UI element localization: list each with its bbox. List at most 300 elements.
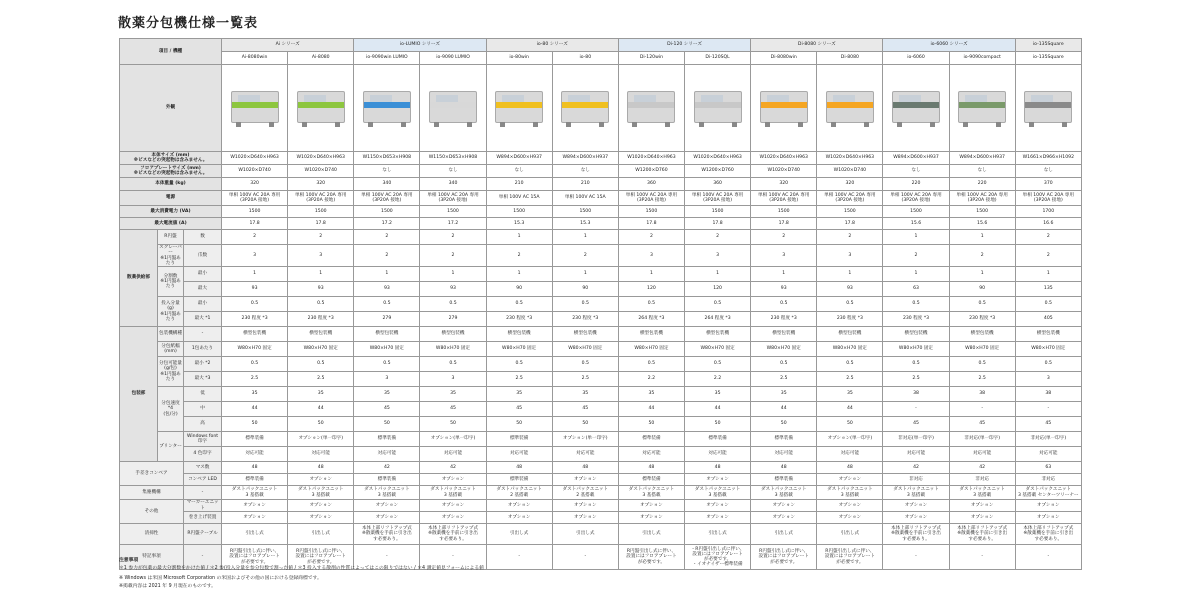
table-cell: オプション [552, 474, 618, 486]
table-cell: 0.5 [618, 297, 684, 312]
table-cell: R円盤引出し式に伴い、 設置にはフロアプレート が必要です。 [751, 545, 817, 570]
table-cell: 405 [1015, 312, 1081, 327]
table-cell: 48 [817, 462, 883, 474]
table-cell: 2 [1015, 230, 1081, 245]
table-cell: 50 [751, 417, 817, 432]
sub-label: 数 [184, 230, 222, 245]
table-cell: 230 程度 *3 [883, 312, 949, 327]
table-cell: 2 [817, 230, 883, 245]
table-cell: 1500 [883, 206, 949, 218]
table-cell: オプション [552, 512, 618, 524]
table-cell: 3 [618, 245, 684, 267]
table-cell: W80×H70 固定 [486, 342, 552, 357]
table-cell: 42 [883, 462, 949, 474]
table-cell: 0.5 [1015, 357, 1081, 372]
table-cell: オプション [1015, 500, 1081, 512]
table-cell: 0.5 [618, 357, 684, 372]
table-cell: 320 [751, 178, 817, 191]
table-cell: 非対応(単一印字) [883, 432, 949, 447]
sub-label: Windows font 印字 [184, 432, 222, 447]
table-cell: - [420, 545, 486, 570]
table-cell: 2 [354, 230, 420, 245]
table-cell: 単相 100V AC 15A [552, 191, 618, 206]
sub-label: 巻き上げ装置 [184, 512, 222, 524]
table-cell: 横型包装機 [222, 327, 288, 342]
table-cell: オプション [685, 512, 751, 524]
table-cell: なし [949, 165, 1015, 178]
group-label: 特記事項 [120, 545, 184, 570]
table-cell: 1 [354, 267, 420, 282]
table-cell: 1 [222, 267, 288, 282]
table-cell: 93 [420, 282, 486, 297]
table-cell: 264 程度 *3 [618, 312, 684, 327]
table-cell: 2 [354, 245, 420, 267]
sub-label: 最大 *1 [184, 312, 222, 327]
table-cell: 44 [685, 402, 751, 417]
table-cell: 1500 [949, 206, 1015, 218]
table-cell: 2.5 [751, 372, 817, 387]
group-label: スクレーパー ※1円盤あたり [159, 245, 182, 266]
table-cell: 0.5 [883, 357, 949, 372]
notes-heading: 注意事項 [119, 558, 139, 563]
table-cell: 1 [949, 230, 1015, 245]
table-cell: 2 [751, 230, 817, 245]
appearance-label: 外観 [120, 65, 222, 152]
table-cell: 340 [420, 178, 486, 191]
table-cell: 横型包装機 [552, 327, 618, 342]
table-cell: 50 [354, 417, 420, 432]
table-cell: - [552, 545, 618, 570]
sub-label: - [184, 327, 222, 342]
table-cell: 対応可能 [222, 447, 288, 462]
table-cell: 単相 100V AC 20A 専用 (3P20A 接地) [288, 191, 354, 206]
table-cell: オプション [949, 500, 1015, 512]
machine-image [425, 85, 481, 129]
table-cell: 50 [685, 417, 751, 432]
table-cell: 1 [751, 267, 817, 282]
table-cell: ダストパックユニット 3 基搭載 [354, 486, 420, 500]
table-cell: 44 [288, 402, 354, 417]
table-cell: 非対応(単一印字) [949, 432, 1015, 447]
table-cell: W1020×D640×H963 [222, 152, 288, 165]
sub-label: R円盤テーブル [184, 524, 222, 545]
table-cell: 0.5 [420, 357, 486, 372]
table-cell: W1020×D740 [288, 165, 354, 178]
table-cell: 対応可能 [288, 447, 354, 462]
table-cell: W1020×D640×H963 [685, 152, 751, 165]
table-cell: 279 [354, 312, 420, 327]
table-cell: 230 程度 *3 [949, 312, 1015, 327]
table-cell: 1 [883, 230, 949, 245]
table-cell: 本体上部リフトアップ式 ※散薬機を手前に引き出 す必要あり。 [883, 524, 949, 545]
sub-label: 最大 [184, 282, 222, 297]
section-label: 散薬供給部 [120, 230, 158, 327]
table-cell: 1 [552, 267, 618, 282]
table-cell: 120 [618, 282, 684, 297]
notes-line-1: ＊1 参力が包薬の最大分割数をかけた値 / ＊2 参(投入分量を参分包数で割った値 / ＊3 投入する散剤の性質によってはこの限りではない / ＊4 測定値見フォームによる値 [119, 566, 484, 571]
table-cell: 引出し式 [222, 524, 288, 545]
table-cell: 引出し式 [486, 524, 552, 545]
table-cell: 48 [288, 462, 354, 474]
table-cell: 45 [1015, 417, 1081, 432]
sub-label: 中 [184, 402, 222, 417]
table-cell: 1 [486, 230, 552, 245]
table-cell: 標準装備 [486, 474, 552, 486]
table-cell: 横型包装機 [420, 327, 486, 342]
table-cell: 230 程度 *3 [552, 312, 618, 327]
table-cell: 135 [1015, 282, 1081, 297]
table-cell: 本体上部リフトアップ式 ※散薬機を手前に引き出 す必要あり。 [354, 524, 420, 545]
table-cell: 45 [420, 402, 486, 417]
table-cell: 1 [288, 267, 354, 282]
machine-image [690, 85, 746, 129]
table-cell: 対応可能 [685, 447, 751, 462]
group-label: 集塵機構 [120, 486, 184, 500]
sub-label: 最小 [184, 267, 222, 282]
table-cell: 2 [883, 245, 949, 267]
row-label: 最大消費電力 (VA) [120, 206, 222, 218]
table-cell: オプション [817, 512, 883, 524]
model-name: io-9090win LUMIO [354, 52, 420, 65]
table-cell: 対応可能 [354, 447, 420, 462]
table-cell: 対応可能 [883, 447, 949, 462]
table-cell: W1661×D966×H1092 [1015, 152, 1081, 165]
table-cell: 2.2 [618, 372, 684, 387]
group-label: R円盤 [158, 230, 184, 245]
corner-label: 項目 / 機種 [120, 39, 222, 65]
table-cell: ダストパックユニット 3 基搭載 [817, 486, 883, 500]
table-cell: 対応可能 [751, 447, 817, 462]
table-cell: 210 [552, 178, 618, 191]
table-cell: 2 [1015, 245, 1081, 267]
group-label: 包装機構種 [158, 327, 184, 342]
table-cell: 50 [618, 417, 684, 432]
table-cell: オプション [685, 500, 751, 512]
table-cell: なし [354, 165, 420, 178]
table-cell: 50 [288, 417, 354, 432]
table-cell: 3 [751, 245, 817, 267]
table-cell: 対応可能 [420, 447, 486, 462]
table-cell: 2.5 [486, 372, 552, 387]
table-cell: 15.6 [949, 218, 1015, 230]
table-cell: 単相 100V AC 20A 専用 (3P20A 接地) [685, 191, 751, 206]
table-cell: 対応可能 [552, 447, 618, 462]
table-cell: 0.5 [288, 297, 354, 312]
table-cell: 45 [949, 417, 1015, 432]
table-cell: 1500 [420, 206, 486, 218]
table-cell: 320 [817, 178, 883, 191]
table-cell: 1500 [751, 206, 817, 218]
table-cell: W80×H70 固定 [552, 342, 618, 357]
table-cell: 単相 100V AC 20A 専用 (3P20A 接地) [222, 191, 288, 206]
table-cell: R円盤引出し式に伴い、 設置にはフロアプレート が必要です。 [618, 545, 684, 570]
table-cell: 単相 100V AC 20A 専用 (3P20A 接地) [420, 191, 486, 206]
machine-photo [486, 65, 552, 152]
series-header: Ai シリーズ [222, 39, 354, 52]
table-cell: 0.5 [817, 357, 883, 372]
table-cell: 17.8 [618, 218, 684, 230]
table-cell: 90 [552, 282, 618, 297]
table-cell: 0.5 [354, 297, 420, 312]
table-cell: オプション(単一印字) [817, 432, 883, 447]
table-cell: 2 [685, 230, 751, 245]
table-cell: 非対応(単一印字) [1015, 432, 1081, 447]
table-cell: 2.5 [552, 372, 618, 387]
table-cell: 50 [817, 417, 883, 432]
sub-label: 4 色印字 [184, 447, 222, 462]
table-cell: 単相 100V AC 20A 専用 (3P20A 接地) [883, 191, 949, 206]
series-header: io-6060 シリーズ [883, 39, 1015, 52]
table-cell: 38 [1015, 387, 1081, 402]
table-cell: 横型包装機 [1015, 327, 1081, 342]
model-name: io-9090compact [949, 52, 1015, 65]
table-cell: 横型包装機 [486, 327, 552, 342]
table-cell: 1700 [1015, 206, 1081, 218]
table-cell: 0.5 [1015, 297, 1081, 312]
table-cell: オプション [486, 512, 552, 524]
sub-label: マーカーユニット [184, 500, 222, 512]
table-cell: 120 [685, 282, 751, 297]
sub-label: - [184, 545, 222, 570]
table-cell: 標準装備 [222, 474, 288, 486]
table-cell: W1200×D760 [618, 165, 684, 178]
table-cell: 2 [486, 245, 552, 267]
table-cell: 50 [420, 417, 486, 432]
table-cell: 0.5 [552, 357, 618, 372]
group-label: 分包紙幅 (mm) [158, 342, 184, 357]
machine-photo [817, 65, 883, 152]
table-cell: 1500 [817, 206, 883, 218]
table-cell: 引出し式 [685, 524, 751, 545]
table-cell: 1500 [222, 206, 288, 218]
table-cell: W1020×D740 [751, 165, 817, 178]
series-header: Di-8080 シリーズ [751, 39, 883, 52]
table-cell: 1 [486, 267, 552, 282]
machine-photo [751, 65, 817, 152]
machine-photo [222, 65, 288, 152]
table-cell: 1 [883, 267, 949, 282]
table-cell: 17.8 [288, 218, 354, 230]
table-cell: 0.5 [751, 297, 817, 312]
table-cell: オプション [883, 512, 949, 524]
machine-photo [552, 65, 618, 152]
table-cell: なし [486, 165, 552, 178]
model-name: io-6060 [883, 52, 949, 65]
table-cell: 2 [222, 230, 288, 245]
table-cell: - [883, 545, 949, 570]
sub-label: コンベア LED [184, 474, 222, 486]
table-cell: 360 [685, 178, 751, 191]
table-cell: オプション(単一印字) [288, 432, 354, 447]
table-cell: W1020×D640×H963 [751, 152, 817, 165]
table-cell: 230 程度 *3 [486, 312, 552, 327]
table-cell: 2 [288, 230, 354, 245]
table-cell: オプション [552, 500, 618, 512]
table-cell: R円盤引出し式に伴い、 設置にはフロアプレート が必要です。 [288, 545, 354, 570]
table-cell: 90 [486, 282, 552, 297]
table-cell: 2.5 [817, 372, 883, 387]
table-cell: 対応可能 [618, 447, 684, 462]
table-cell: 230 程度 *3 [288, 312, 354, 327]
table-cell: 2 [949, 245, 1015, 267]
table-cell: オプション [618, 512, 684, 524]
table-cell: 標準装備 [685, 432, 751, 447]
machine-image [293, 85, 349, 129]
table-cell: W1150×D653×H908 [420, 152, 486, 165]
table-cell: オプション [817, 474, 883, 486]
table-cell: 引出し式 [552, 524, 618, 545]
table-cell: 320 [222, 178, 288, 191]
table-cell: 対応可能 [949, 447, 1015, 462]
table-cell: オプション [751, 512, 817, 524]
table-cell: W1020×D640×H963 [618, 152, 684, 165]
table-cell: 0.5 [552, 297, 618, 312]
table-cell: 35 [420, 387, 486, 402]
table-cell: 2.5 [949, 372, 1015, 387]
table-cell: 標準装備 [751, 432, 817, 447]
table-cell: 35 [288, 387, 354, 402]
table-cell: 45 [354, 402, 420, 417]
machine-image [557, 85, 613, 129]
table-cell: 38 [949, 387, 1015, 402]
table-cell: 1500 [354, 206, 420, 218]
table-cell: W80×H70 固定 [685, 342, 751, 357]
table-cell: 220 [949, 178, 1015, 191]
model-name: io-80win [486, 52, 552, 65]
sub-label: 最大 *3 [184, 372, 222, 387]
table-cell: - [883, 402, 949, 417]
table-cell: 1500 [618, 206, 684, 218]
group-label: 清掃性 [120, 524, 184, 545]
table-cell: 35 [486, 387, 552, 402]
table-cell: オプション [486, 500, 552, 512]
sub-label: マス数 [184, 462, 222, 474]
table-cell: 44 [618, 402, 684, 417]
table-cell: 44 [817, 402, 883, 417]
table-cell: 17.8 [817, 218, 883, 230]
table-cell: 対応可能 [1015, 447, 1081, 462]
table-cell: 単相 100V AC 20A 専用 (3P20A 接地) [354, 191, 420, 206]
page-title: 散薬分包機仕様一覧表 [118, 16, 259, 31]
machine-photo [883, 65, 949, 152]
table-cell: オプション [288, 474, 354, 486]
table-cell: ダストパックユニット 3 基搭載 [618, 486, 684, 500]
table-cell: 1 [552, 230, 618, 245]
table-cell: W80×H70 固定 [949, 342, 1015, 357]
table-cell: なし [552, 165, 618, 178]
table-cell: オプション [354, 512, 420, 524]
table-cell: 48 [618, 462, 684, 474]
table-cell: 42 [949, 462, 1015, 474]
table-cell: 42 [420, 462, 486, 474]
table-cell: 0.5 [751, 357, 817, 372]
table-cell: 3 [288, 245, 354, 267]
table-cell: 210 [486, 178, 552, 191]
group-label: 投入分量 (g) ※1円盤あたり [158, 297, 184, 327]
table-cell: 15.3 [552, 218, 618, 230]
table-cell: - [354, 545, 420, 570]
table-cell: オプション [949, 512, 1015, 524]
table-cell: なし [420, 165, 486, 178]
section-label: 包装部 [120, 327, 158, 462]
table-cell: 63 [883, 282, 949, 297]
table-cell: 引出し式 [817, 524, 883, 545]
table-cell: 本体上部リフトアップ式 ※散薬機を手前に引き出 す必要あり。 [949, 524, 1015, 545]
table-cell: 対応可能 [817, 447, 883, 462]
table-cell: 横型包装機 [883, 327, 949, 342]
table-cell: 単相 100V AC 20A 専用 (3P20A 接地) [1015, 191, 1081, 206]
machine-photo [618, 65, 684, 152]
table-cell: オプション [288, 512, 354, 524]
table-cell: 本体上部リフトアップ式 ※散薬機を手前に引き出 す必要あり。 [1015, 524, 1081, 545]
model-name: io-9090 LUMIO [420, 52, 486, 65]
table-cell: ダストパックユニット 3 基搭載 センターツリーナー [1015, 486, 1081, 500]
table-cell: ダストパックユニット 3 基搭載 [949, 486, 1015, 500]
table-cell: 35 [354, 387, 420, 402]
table-cell: 17.2 [354, 218, 420, 230]
table-cell: 45 [883, 417, 949, 432]
table-cell: 320 [288, 178, 354, 191]
table-cell: W80×H70 固定 [751, 342, 817, 357]
table-cell: 0.5 [486, 297, 552, 312]
table-cell: 0.5 [288, 357, 354, 372]
table-cell: 17.8 [751, 218, 817, 230]
table-cell: 264 程度 *3 [685, 312, 751, 327]
table-cell: 370 [1015, 178, 1081, 191]
table-cell: 単相 100V AC 20A 専用 (3P20A 接地) [618, 191, 684, 206]
model-name: Di-120win [618, 52, 684, 65]
table-cell: 横型包装機 [354, 327, 420, 342]
table-cell: 2.5 [288, 372, 354, 387]
table-cell: 1 [817, 267, 883, 282]
table-cell: W894×D600×H937 [486, 152, 552, 165]
machine-photo [949, 65, 1015, 152]
table-cell: オプション(単一印字) [420, 432, 486, 447]
table-cell: オプション [288, 500, 354, 512]
table-cell: ダストパックユニット 3 基搭載 [751, 486, 817, 500]
table-cell: 35 [817, 387, 883, 402]
table-cell: 3 [817, 245, 883, 267]
table-cell: 1 [685, 267, 751, 282]
table-cell: 17.2 [420, 218, 486, 230]
table-cell: 3 [420, 372, 486, 387]
table-cell: W1150×D653×H908 [354, 152, 420, 165]
table-cell: 単相 100V AC 20A 専用 (3P20A 接地) [817, 191, 883, 206]
table-cell: W80×H70 固定 [420, 342, 486, 357]
model-name: io-80 [552, 52, 618, 65]
table-cell: 2 [618, 230, 684, 245]
sub-label: - [184, 486, 222, 500]
machine-photo [685, 65, 751, 152]
machine-image [1020, 85, 1076, 129]
table-cell: 0.5 [222, 357, 288, 372]
table-cell: W894×D600×H937 [883, 152, 949, 165]
table-cell: 1500 [486, 206, 552, 218]
table-cell: ダストパックユニット 3 基搭載 [288, 486, 354, 500]
table-cell: 63 [1015, 462, 1081, 474]
table-cell: 標準装備 [486, 432, 552, 447]
table-cell: 340 [354, 178, 420, 191]
table-cell: ダストパックユニット 3 基搭載 [222, 486, 288, 500]
table-cell: 93 [288, 282, 354, 297]
spec-table [119, 38, 1082, 570]
model-name: Ai-8080 [288, 52, 354, 65]
table-cell: 横型包装機 [288, 327, 354, 342]
table-cell: W1020×D740 [222, 165, 288, 178]
table-cell: 1500 [552, 206, 618, 218]
table-cell: オプション(単一印字) [552, 432, 618, 447]
table-cell: 2.5 [883, 372, 949, 387]
